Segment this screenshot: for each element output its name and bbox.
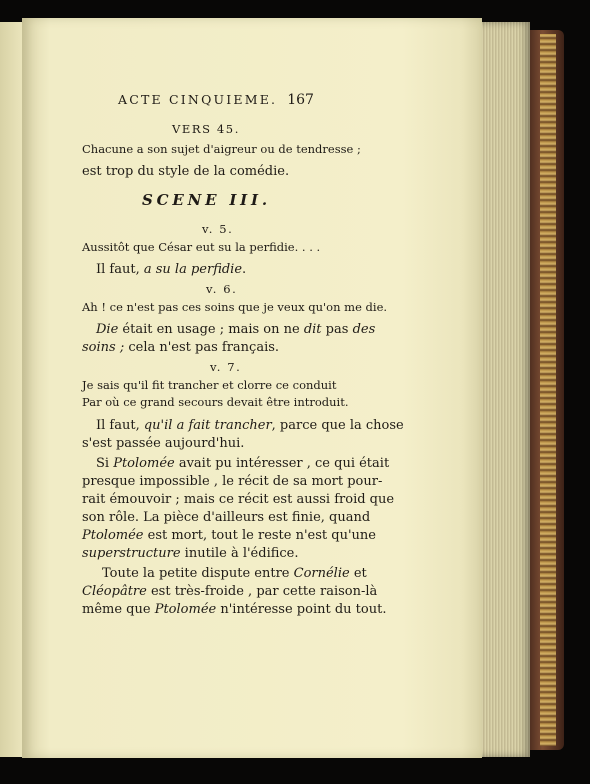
paragraph1-line1 [96,456,389,471]
page-block-edge [480,22,530,757]
page-number: 167 [287,92,314,108]
text-run-italic: dit [303,322,322,337]
text-run-italic: Die [96,322,119,337]
verse-comment-5 [96,262,246,277]
verse-comment-7-line2: s'est passée aujourd'hui. [82,436,245,451]
text-run-italic: qu'il a fait trancher [143,418,272,433]
text-run-italic: superstructure [82,546,181,561]
paragraph1-line3: rait émouvoir ; mais ce récit est aussi froid que [82,492,395,507]
gilt-edge [540,34,556,746]
verse-comment-45: est trop du style de la comédie. [82,164,290,179]
paragraph2-line2 [82,584,377,599]
paragraph1-line5 [82,528,376,543]
text-run: cela n'est pas français. [124,340,280,355]
text-run-italic: Cornélie [293,566,350,581]
text-run: Si [96,456,114,471]
text-run: , [135,262,144,277]
text-run-italic: Ptolomée [154,602,217,617]
verse-label-5: v. 5. [202,222,234,236]
verse-quote-45: Chacune a son sujet d'aigreur ou de tendresse ; [82,142,361,156]
verse-quote-6: Ah ! ce n'est pas ces soins que je veux qu'on me die. [82,300,388,314]
text-run: Toute la petite dispute entre [102,566,294,581]
text-run: . [242,262,247,277]
text-run: est très-froide , par cette raison-là [146,584,378,599]
text-run: est mort, tout le reste n'est qu'une [143,528,376,543]
verse-comment-6-line1 [96,322,375,337]
text-run-italic: a su la perfidie [143,262,243,277]
text-run: et [349,566,367,581]
verse-label-7: v. 7. [210,360,242,374]
verse-comment-7-line1 [96,418,404,433]
verse-quote-5: Aussitôt que César eut su la perfidie. . . . [82,240,321,254]
text-run-italic: soins ; [82,340,125,355]
text-run-italic: des [352,322,376,337]
verse-comment-6-line2 [82,340,279,355]
verse-quote-7-line2: Par où ce grand secours devait être introduit. [82,395,349,409]
paragraph1-line6 [82,546,299,561]
paragraph1-line2: presque impossible , le récit de sa mort pour- [82,474,383,489]
text-run: Il faut [96,262,136,277]
text-run-italic: Cléopâtre [82,584,147,599]
paragraph2-line3 [82,602,386,617]
text-run: même que [82,602,155,617]
verse-label-45: VERS 45. [172,122,240,136]
text-run: pas [321,322,353,337]
text-run: inutile à l'édifice. [180,546,299,561]
text-run: n'intéresse point du tout. [216,602,387,617]
paragraph1-line4: son rôle. La pièce d'ailleurs est finie, quand [82,510,371,525]
text-run: Il faut, [96,418,144,433]
text-run: était en usage ; mais on ne [118,322,304,337]
text-run: avait pu intéresser , ce qui était [174,456,390,471]
text-run-italic: Ptolomée [82,528,144,543]
verse-quote-7-line1: Je sais qu'il fit trancher et clorre ce conduit [82,378,337,392]
scene-title: SCENE III. [142,191,271,209]
running-header [118,92,314,108]
text-run-italic: Ptolomée [113,456,175,471]
header-title: ACTE CINQUIEME. [118,92,278,107]
paragraph2-line1 [102,566,367,581]
text-run: , parce que la chose [271,418,404,433]
verse-label-6: v. 6. [206,282,238,296]
